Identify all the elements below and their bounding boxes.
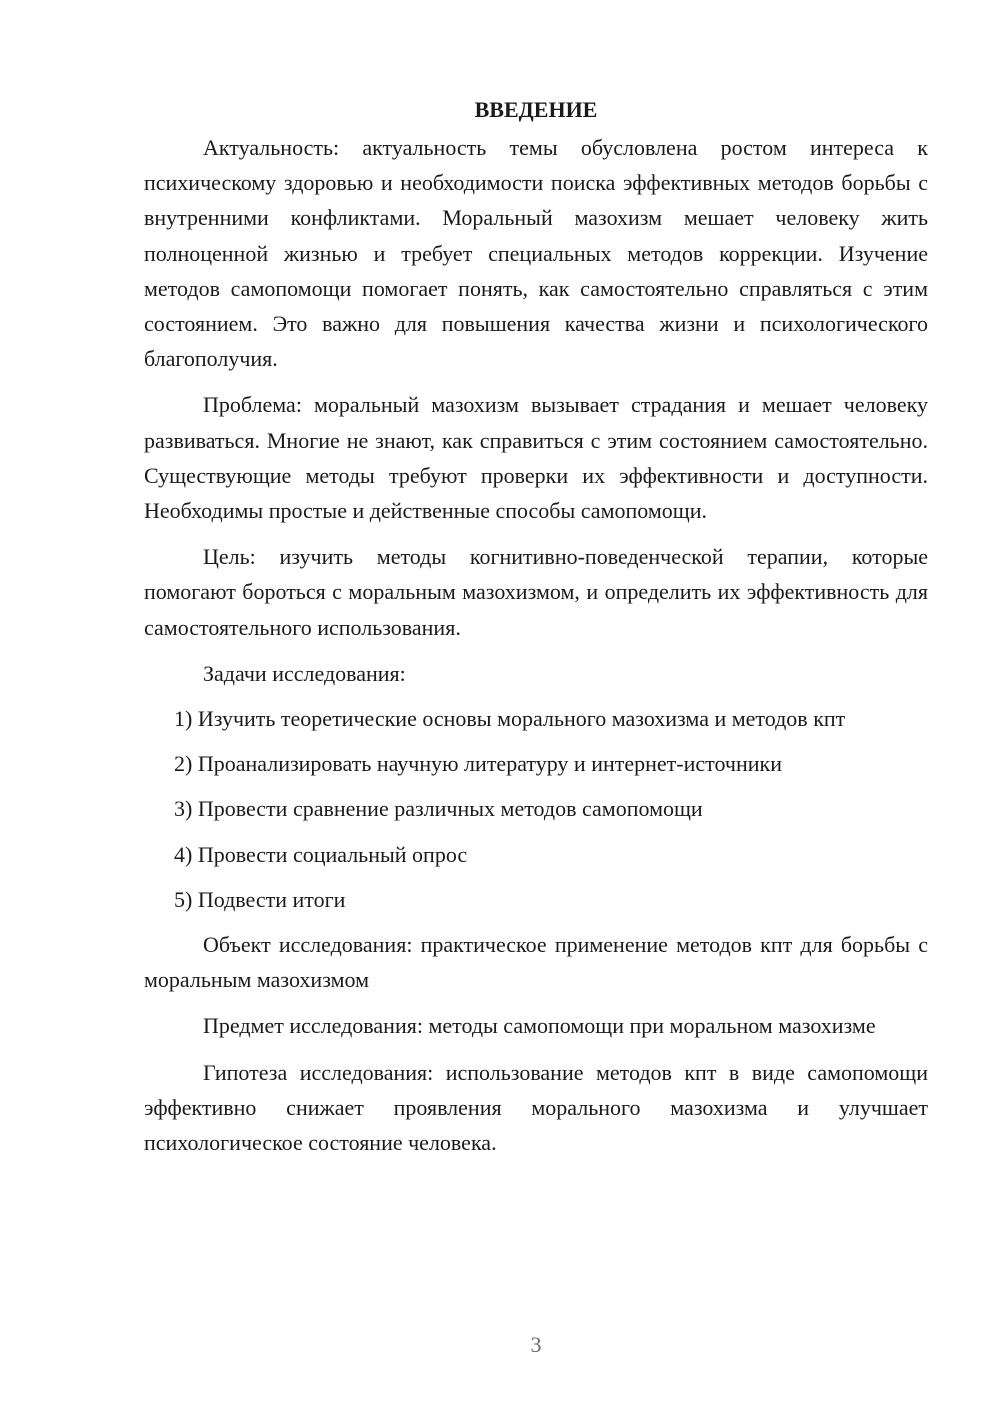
task-item: 4) Провести социальный опрос bbox=[174, 841, 468, 867]
task-item: 5) Подвести итоги bbox=[174, 886, 346, 912]
paragraph-subject: Предмет исследования: методы самопомощи при моральном мазохизме bbox=[203, 1013, 876, 1039]
paragraph-object: Объект исследования: практическое применение методов кпт для борьбы с моральным мазохизмом bbox=[144, 932, 928, 993]
task-item: 3) Провести сравнение различных методов самопомощи bbox=[174, 796, 703, 822]
paragraph-problem: Проблема: моральный мазохизм вызывает страдания и мешает человеку развиваться. Многие не знают, как справиться с этим состоянием самостоятельно. Существующие методы требуют проверки их эффективности и доступности. Необходимы простые и действенные способы самопомощи. bbox=[144, 392, 928, 524]
page-number: 3 bbox=[530, 1332, 542, 1357]
document-page bbox=[144, 92, 928, 1171]
section-title: ВВЕДЕНИЕ bbox=[474, 97, 598, 122]
paragraph-goal: Цель: изучить методы когнитивно-поведенческой терапии, которые помогают бороться с моральным мазохизмом, и определить их эффективность для самостоятельного использования. bbox=[144, 544, 928, 640]
task-item: 2) Проанализировать научную литературу и интернет-источники bbox=[174, 751, 782, 777]
tasks-heading: Задачи исследования: bbox=[203, 660, 406, 686]
task-item: 1) Изучить теоретические основы морального мазохизма и методов кпт bbox=[174, 706, 846, 732]
paragraph-relevance: Актуальность: актуальность темы обусловлена ростом интереса к психическому здоровью и необходимости поиска эффективных методов борьбы с внутренними конфликтами. Моральный мазохизм мешает человеку жить полноценной жизнью и требует специальных методов коррекции. Изучение методов самопомощи помогает понять, как самостоятельно справляться с этим состоянием. Это важно для повышения качества жизни и психологического благополучия. bbox=[144, 135, 928, 372]
paragraph-hypothesis: Гипотеза исследования: использование методов кпт в виде самопомощи эффективно снижает проявления морального мазохизма и улучшает психологическое состояние человека. bbox=[144, 1059, 928, 1156]
